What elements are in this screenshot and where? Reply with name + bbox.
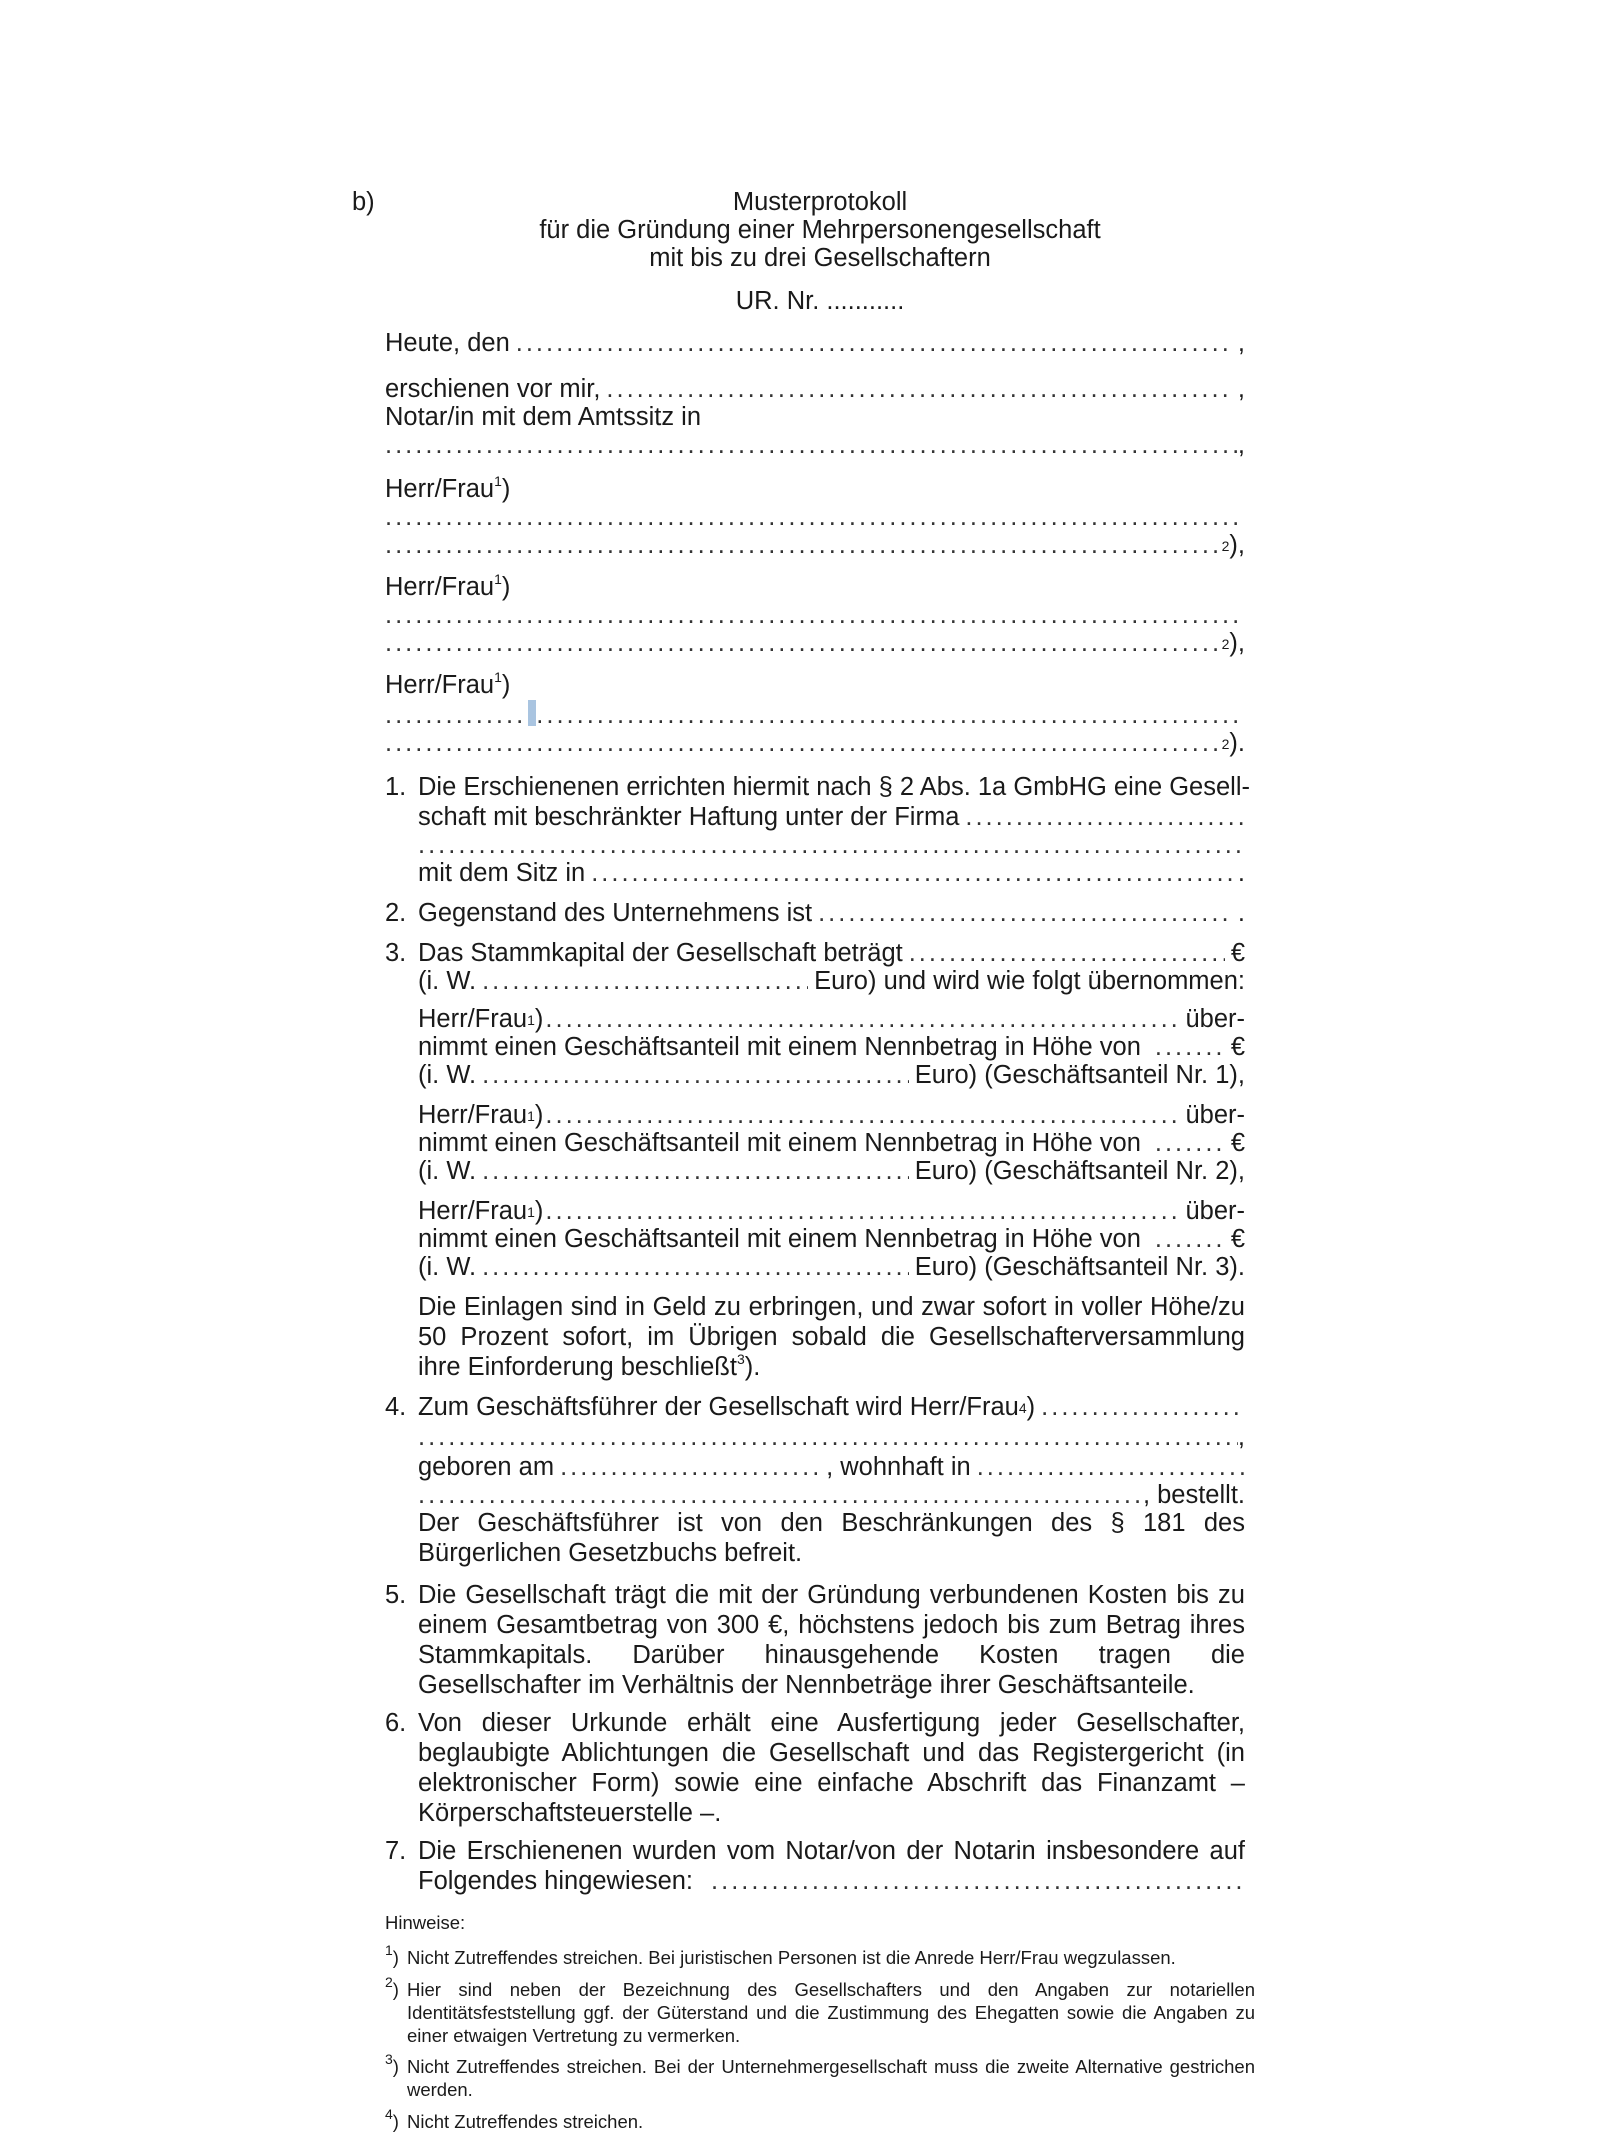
footnote-2: $^2$) Hier sind neben der Bezeichnung des Gesellschafters und den Angaben zur notariellen Identitätsfeststellung ggf. der Güterstand und die Zustimmung des Ehegatten sowie die Angaben zu einer etwaigen Vertretung zu vermerken. <box>385 1973 1255 2046</box>
item-7-line-1: Die Erschienenen wurden vom Notar/von der Notarin insbesondere auf <box>418 1837 1245 1865</box>
footnote-3: $^3$) Nicht Zutreffendes streichen. Bei der Unternehmergesellschaft muss die zweite Alternative gestrichen werden. <box>385 2050 1255 2100</box>
item-1-line-1: Die Erschienenen errichten hiermit nach § 2 Abs. 1a GmbHG eine Gesell- <box>418 773 1250 801</box>
share-1-holder-line: Herr/Frau $^1$ ) ..... über- <box>418 1004 1245 1034</box>
partner-3-line-2: ..... $^2$ ). <box>385 728 1245 758</box>
partner-1-label: Herr/Frau$^1$) <box>385 472 511 503</box>
item-1-number: 1. <box>385 773 407 801</box>
text-cursor <box>528 700 536 726</box>
notes-field[interactable] <box>711 1866 1245 1896</box>
item-6-number: 6. <box>385 1709 407 1737</box>
item-3-number: 3. <box>385 939 407 967</box>
item-4-manager-line-2: ..... , <box>418 1422 1245 1452</box>
capital-words-field[interactable] <box>482 966 808 996</box>
document-subtitle: für die Gründung einer Mehrpersonengesellschaft <box>539 216 1101 244</box>
section-label: b) <box>352 188 375 216</box>
ur-number: UR. Nr. ........... <box>735 287 905 315</box>
item-3-capital-line: Das Stammkapital der Gesellschaft beträgt ..... € <box>418 938 1245 968</box>
footnotes-title: Hinweise: <box>385 1912 466 1933</box>
partner-2-line-1[interactable] <box>385 600 1240 630</box>
item-3-words-line: (i. W. ..... Euro) und wird wie folgt übernommen: <box>418 966 1245 996</box>
item-1-seat-line: mit dem Sitz in ..... . <box>418 858 1245 888</box>
share-2-amount-line: nimmt einen Geschäftsanteil mit einem Nennbetrag in Höhe von ..... € <box>418 1128 1245 1158</box>
share-3-amount-line: nimmt einen Geschäftsanteil mit einem Nennbetrag in Höhe von ..... € <box>418 1224 1245 1254</box>
item-5-text: Die Gesellschaft trägt die mit der Gründung verbundenen Kosten bis zu einem Gesamtbetrag von 300 €, höchstens jedoch bis zum Betrag ihres Stammkapitals. Darüber hinausgehende Kosten tragen die Gesellschafter im Verhältnis der Nennbeträge ihrer Geschäftsanteile. <box>418 1581 1245 1699</box>
share-3-words-line: (i. W. ..... Euro) (Geschäftsanteil Nr. 3). <box>418 1252 1245 1282</box>
birth-date-field[interactable] <box>560 1452 820 1482</box>
notary-seat-field[interactable] <box>385 430 1238 460</box>
share-1-amount-line: nimmt einen Geschäftsanteil mit einem Nennbetrag in Höhe von ..... € <box>418 1032 1245 1062</box>
item-5-number: 5. <box>385 1581 407 1609</box>
share-2-holder-line: Herr/Frau $^1$ ) ..... über- <box>418 1100 1245 1130</box>
partner-1-line-1[interactable] <box>385 502 1240 532</box>
document-subtitle-2: mit bis zu drei Gesellschaftern <box>649 244 991 272</box>
notary-seat-label: Notar/in mit dem Amtssitz in <box>385 403 701 431</box>
date-field[interactable] <box>516 328 1232 358</box>
footnote-1: $^1$) Nicht Zutreffendes streichen. Bei juristischen Personen ist die Anrede Herr/Frau wegzulassen. <box>385 1941 1176 1968</box>
partner-3-line-1[interactable] <box>385 700 1240 730</box>
item-4-number: 4. <box>385 1393 407 1421</box>
item-4-birth-line: geboren am ..... , wohnhaft in ..... <box>418 1452 1245 1482</box>
item-1-company-line-2[interactable] <box>418 830 1245 860</box>
manager-name-field[interactable] <box>1041 1392 1245 1422</box>
notary-seat-line: ..... , <box>385 430 1245 460</box>
item-2-line: Gegenstand des Unternehmens ist ..... . <box>418 898 1245 928</box>
seat-field[interactable] <box>591 858 1232 888</box>
partner-1-line-2: ..... $^2$ ), <box>385 530 1245 560</box>
company-name-field[interactable] <box>965 802 1245 832</box>
date-line: Heute, den ..... , <box>385 328 1245 358</box>
partner-2-label: Herr/Frau$^1$) <box>385 570 511 601</box>
share-3-holder-line: Herr/Frau $^1$ ) ..... über- <box>418 1196 1245 1226</box>
item-4-residence-line: ..... , bestellt. <box>418 1480 1245 1510</box>
residence-field[interactable] <box>977 1452 1245 1482</box>
partner-3-label: Herr/Frau$^1$) <box>385 668 511 699</box>
notary-name-field[interactable] <box>606 374 1231 404</box>
capital-field[interactable] <box>909 938 1225 968</box>
partner-2-line-2: ..... $^2$ ), <box>385 628 1245 658</box>
item-4-exemption: Der Geschäftsführer ist von den Beschränkungen des § 181 des Bürgerlichen Gesetzbuchs befreit. <box>418 1509 1245 1567</box>
business-purpose-field[interactable] <box>818 898 1232 928</box>
item-6-text: Von dieser Urkunde erhält eine Ausfertigung jeder Gesellschafter, beglaubigte Ablichtungen die Gesellschaft und das Registergericht (in elektronischer Form) sowie eine einfache Abschrift das Finanzamt – Körperschaftsteuerstelle –. <box>418 1709 1245 1827</box>
item-2-number: 2. <box>385 899 407 927</box>
item-4-manager-line: Zum Geschäftsführer der Gesellschaft wird Herr/Frau $^4$ ) ..... <box>418 1392 1245 1422</box>
item-7-line-2: Folgendes hingewiesen: ..... <box>418 1866 1245 1896</box>
item-7-number: 7. <box>385 1837 407 1865</box>
document-title: Musterprotokoll <box>732 188 908 216</box>
notary-line: erschienen vor mir, ..... , <box>385 374 1245 404</box>
item-1-company-line: schaft mit beschränkter Haftung unter der Firma ..... <box>418 802 1245 832</box>
footnote-4: $^4$) Nicht Zutreffendes streichen. <box>385 2105 644 2132</box>
share-1-words-line: (i. W. ..... Euro) (Geschäftsanteil Nr. 1), <box>418 1060 1245 1090</box>
share-2-words-line: (i. W. ..... Euro) (Geschäftsanteil Nr. 2), <box>418 1156 1245 1186</box>
contributions-paragraph: Die Einlagen sind in Geld zu erbringen, und zwar sofort in voller Höhe/zu 50 Prozent sofort, im Übrigen sobald die Gesellschafterversammlung ihre Einforderung beschließt$^3$). <box>418 1293 1245 1381</box>
